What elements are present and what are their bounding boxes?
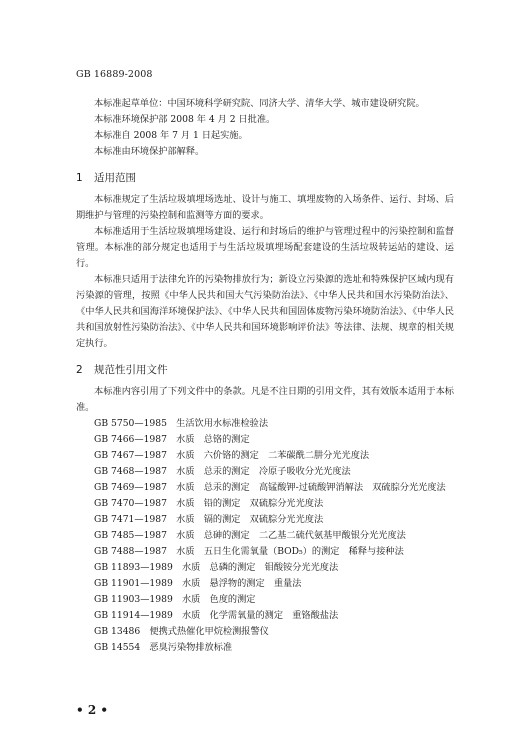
reference-item: GB 7470—1987 水质 铅的测定 双硫腙分光光度法: [94, 498, 324, 509]
preface-line: 本标准环境保护部 2008 年 4 月 2 日批准。: [94, 114, 276, 125]
document-body: [76, 96, 454, 656]
preface-line: 本标准起草单位：中国环境科学研究院、同济大学、清华大学、城市建设研究院。: [94, 98, 425, 109]
preface-line: 本标准由环境保护部解释。: [94, 146, 205, 157]
reference-item: GB 7469—1987 水质 总汞的测定 高锰酸钾-过硫酸钾消解法 双硫腙分光光度法: [94, 482, 446, 493]
reference-item: GB 11903—1989 水质 色度的测定: [94, 594, 256, 605]
reference-item: GB 7488—1987 水质 五日生化需氧量（BOD₅）的测定 稀释与接种法: [94, 546, 404, 557]
paragraph: 本标准适用于生活垃圾填埋场建设、运行和封场后的维护与管理过程中的污染控制和监督管理。本标准的部分规定也适用于与生活垃圾填埋场配套建设的生活垃圾转运站的建设、运行。: [76, 226, 454, 269]
section-title: 规范性引用文件: [94, 364, 168, 376]
reference-item: GB 13486 便携式热催化甲烷检测报警仪: [94, 626, 269, 637]
reference-item: GB 7485—1987 水质 总砷的测定 二乙基二硫代氨基甲酸银分光光度法: [94, 530, 406, 541]
page-number: • 2 •: [76, 703, 109, 717]
reference-item: GB 11901—1989 水质 悬浮物的测定 重量法: [94, 578, 302, 589]
reference-item: GB 11893—1989 水质 总磷的测定 钼酸铵分光光度法: [94, 562, 339, 573]
preface-line: 本标准自 2008 年 7 月 1 日起实施。: [94, 130, 248, 141]
section-title: 适用范围: [94, 172, 136, 184]
section-number: 2: [76, 364, 83, 376]
reference-item: GB 7471—1987 水质 镉的测定 双硫腙分光光度法: [94, 514, 324, 525]
paragraph: 本标准内容引用了下列文件中的条款。凡是不注日期的引用文件，其有效版本适用于本标准。: [76, 386, 454, 413]
reference-item: GB 5750—1985 生活饮用水标准检验法: [94, 418, 269, 429]
reference-list: [76, 416, 454, 656]
document-number: GB 16889-2008: [76, 69, 153, 80]
reference-item: GB 14554 恶臭污染物排放标准: [94, 642, 233, 653]
section-number: 1: [76, 172, 83, 184]
section-heading-2: [76, 362, 454, 378]
reference-item: GB 7468—1987 水质 总汞的测定 冷原子吸收分光光度法: [94, 466, 351, 477]
paragraph: 本标准规定了生活垃圾填埋场选址、设计与施工、填埋废物的入场条件、运行、封场、后期维护与管理的污染控制和监测等方面的要求。: [76, 194, 454, 221]
section-heading-1: [76, 170, 454, 186]
reference-item: GB 7467—1987 水质 六价铬的测定 二苯碳酰二肼分光光度法: [94, 450, 370, 461]
reference-item: GB 11914—1989 水质 化学需氧量的测定 重铬酸盐法: [94, 610, 339, 621]
paragraph: 本标准只适用于法律允许的污染物排放行为；新设立污染源的选址和特殊保护区域内现有污染源的管理，按照《中华人民共和国大气污染防治法》、《中华人民共和国水污染防治法》、《中华人民共和国海洋环境保护法》、《中华人民共和国固体废物污染环境防治法》、《中华人民共和国放射性污染防治法》、《中华人民共和国环境影响评价法》等法律、法规、规章的相关规定执行。: [76, 274, 454, 349]
reference-item: GB 7466—1987 水质 总铬的测定: [94, 434, 250, 445]
